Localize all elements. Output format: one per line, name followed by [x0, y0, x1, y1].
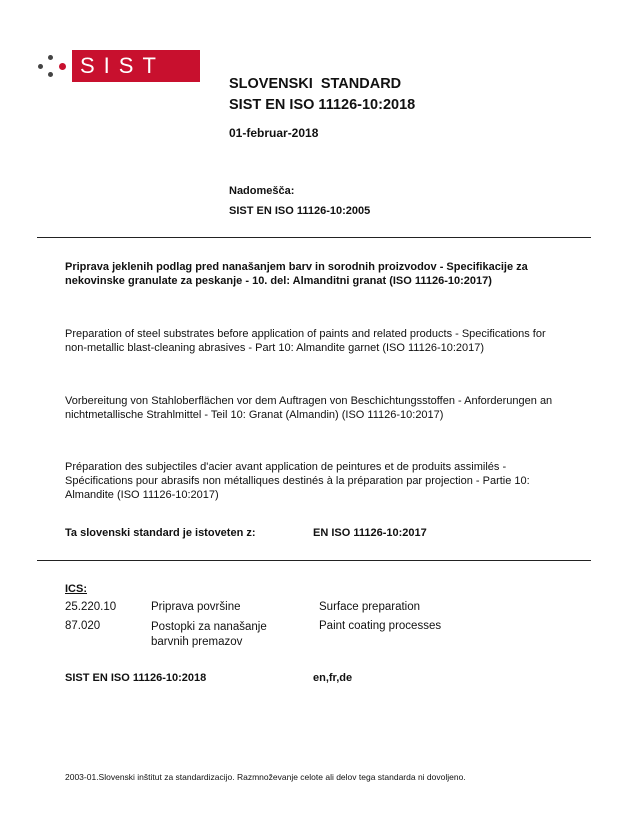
- standard-code: SIST EN ISO 11126-10:2018: [229, 97, 416, 113]
- logo-dot-icon: [48, 72, 53, 77]
- replaces-code: SIST EN ISO 11126-10:2005: [229, 205, 371, 217]
- ics-description-en: Surface preparation: [319, 601, 421, 613]
- ics-description-en: Paint coating processes: [319, 620, 442, 632]
- identical-value: EN ISO 11126-10:2017: [313, 527, 427, 539]
- title-sl: Priprava jeklenih podlag pred nanašanjem barv in sorodnih proizvodov - Specifikacije za nekovinske granulate za peskanje - 10. del: Almanditni granat (ISO 11126-10:2017): [65, 261, 528, 287]
- ics-description-sl: Priprava površine: [151, 601, 241, 613]
- title-fr: Préparation des subjectiles d'acier avant application de peintures et de produits assimilés - Spécifications pour abrasifs non métalliques destinés à la préparation par projection - Partie 10: Almandite (ISO 11126-10:2017): [65, 461, 530, 501]
- publication-date: 01-februar-2018: [229, 126, 319, 140]
- title-de: Vorbereitung von Stahloberflächen vor dem Auftragen von Beschichtungsstoffen - Anforderungen an nichtmetallische Strahlmittel - Teil 10: Granat (Almandin) (ISO 11126-10:2017): [65, 395, 553, 421]
- logo-dot-icon: [38, 64, 43, 69]
- ics-code: 87.020: [65, 620, 101, 632]
- ics-code: 25.220.10: [65, 601, 117, 613]
- bottom-standard-code: SIST EN ISO 11126-10:2018: [65, 672, 207, 684]
- divider: [37, 560, 591, 561]
- languages: en,fr,de: [313, 672, 353, 684]
- title-en: Preparation of steel substrates before application of paints and related products - Specifications for non-metallic blast-cleaning abrasives - Part 10: Almandite garnet (ISO 11126-10:2017): [65, 328, 546, 354]
- logo-dot-icon: [48, 55, 53, 60]
- ics-description-sl: Postopki za nanašanje barvnih premazov: [151, 621, 267, 648]
- logo-text: SIST: [72, 50, 200, 82]
- standard-type: SLOVENSKI STANDARD: [229, 76, 402, 92]
- identical-label: Ta slovenski standard je istoveten z:: [65, 527, 256, 539]
- divider: [37, 237, 591, 238]
- logo-dot-icon: [59, 63, 66, 70]
- ics-label: ICS:: [65, 583, 87, 595]
- copyright-footer: 2003-01.Slovenski inštitut za standardizacijo. Razmnoževanje celote ali delov tega standarda ni dovoljeno.: [65, 772, 466, 782]
- replaces-label: Nadomešča:: [229, 185, 295, 197]
